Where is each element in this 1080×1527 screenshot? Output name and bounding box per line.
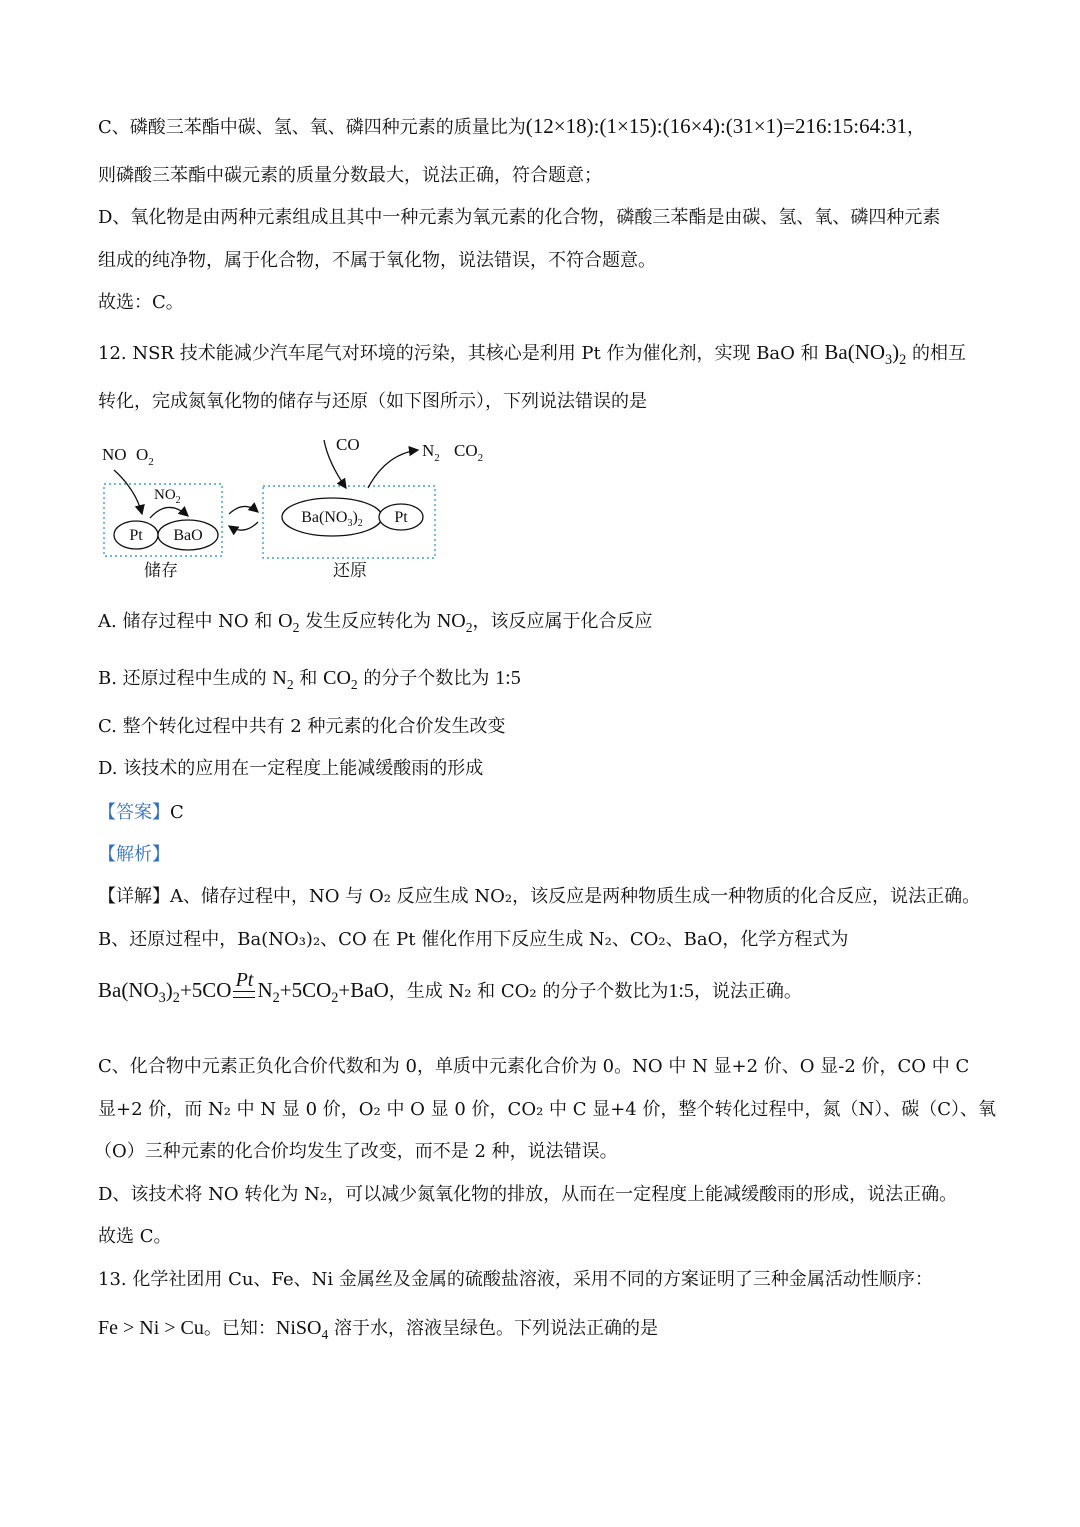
q12-stem-end: 的相互	[906, 343, 967, 364]
q12-stem-line2: 转化，完成氮氧化物的储存与还原（如下图所示），下列说法错误的是	[98, 391, 647, 412]
label-n2: $N_2$	[422, 441, 440, 464]
q12-equation-line	[98, 970, 982, 1020]
answer-tag: 【答案】	[98, 802, 170, 823]
eq-after-text: ，生成 N₂ 和 CO₂ 的分子个数比为	[388, 981, 669, 1002]
q12-detail-line1: 【详解】A、储存过程中，NO 与 O₂ 反应生成 NO₂，该反应是两种物质生成一种物质的化合反应，说法正确。	[98, 886, 981, 907]
arrow-products-out	[368, 450, 418, 488]
pt-label-storage: Pt	[129, 527, 143, 544]
q12-option-d: D. 该技术的应用在一定程度上能减缓酸雨的形成	[98, 758, 484, 779]
q13-stem-line2: Fe > Ni > Cu。已知：NiSO$_4$ 溶于水，溶液呈绿色。下列说法正确的是	[98, 1317, 659, 1342]
answer-value: C	[170, 802, 184, 823]
q12-analysis-c-line3: （O）三种元素的化合价均发生了改变，而不是 2 种，说法错误。	[94, 1141, 618, 1162]
storage-caption: 储存	[144, 561, 178, 580]
label-o2: $O_2$	[136, 445, 154, 468]
q12-detail-line2: B、还原过程中，Ba(NO₃)₂、CO 在 Pt 催化作用下反应生成 N₂、CO₂、BaO，化学方程式为	[98, 929, 849, 950]
ratio: 1:5	[495, 667, 521, 689]
o2-formula: $O_2$	[278, 610, 300, 635]
q11-c-suffix: ，	[906, 117, 925, 138]
reduction-caption: 还原	[333, 561, 367, 580]
q11-choice: 故选：C。	[98, 292, 184, 313]
ba-no3-2-label: $Ba(NO_3)_2$	[301, 509, 363, 529]
q13-stem-line1: 13. 化学社团用 Cu、Fe、Ni 金属丝及金属的硫酸盐溶液，采用不同的方案证明了三种金属活动性顺序：	[98, 1269, 933, 1290]
q11-option-c-line1	[98, 112, 982, 142]
q11-option-d-line1: D、氧化物是由两种元素组成且其中一种元素为氧元素的化合物，磷酸三苯酯是由碳、氢、氧、磷四种元素	[98, 207, 941, 228]
q11-option-c-line2: 则磷酸三苯酯中碳元素的质量分数最大，说法正确，符合题意；	[98, 165, 602, 186]
label-no: NO	[102, 445, 127, 464]
q12-answer	[98, 799, 982, 827]
arrow-pt-to-bao	[150, 507, 188, 518]
equation-catalyst: Pt	[233, 970, 255, 1004]
eq-ratio: 1:5	[668, 980, 694, 1002]
q11-c-mass-ratio-expression: (12×18):(1×15):(16×4):(31×1)=216:15:64:31	[525, 114, 907, 138]
arrow-no-o2-to-pt	[114, 470, 142, 514]
pt-label-reduction: Pt	[394, 509, 408, 526]
q11-c-prefix: C、磷酸三苯酯中碳、氢、氧、磷四种元素的质量比为	[98, 117, 526, 138]
q12-analysis-d-line: D、该技术将 NO 转化为 N₂，可以减少氮氧化物的排放，从而在一定程度上能减缓酸雨的形成，说法正确。	[98, 1184, 958, 1205]
q12-stem-text: 12. NSR 技术能减少汽车尾气对环境的污染，其核心是利用 Pt 作为催化剂，实现 BaO 和	[98, 343, 825, 364]
label-co2: $CO_2$	[454, 441, 484, 464]
q12-option-b: B. 还原过程中生成的 $N_2$ 和 $CO_2$ 的分子个数比为 1:5	[98, 667, 521, 692]
no2-formula: $NO_2$	[436, 610, 473, 635]
eq-end-text: ，说法正确。	[693, 981, 802, 1002]
activity-order: Fe > Ni > Cu	[98, 1317, 204, 1339]
q11-option-d-line2: 组成的纯净物，属于化合物，不属于氧化物，说法错误，不符合题意。	[98, 250, 656, 271]
chemical-equation: $Ba(NO_3)_2+5CO$ Pt $N_2+5CO_2+BaO$	[98, 969, 389, 1006]
niso4-formula: NiSO$_4$	[275, 1317, 329, 1342]
arrow-storage-to-reduction	[229, 506, 258, 514]
q12-analysis-c-line1: C、化合物中元素正负化合价代数和为 0，单质中元素化合价为 0。NO 中 N 显+2 价、O 显-2 价，CO 中 C	[98, 1056, 970, 1077]
arrow-reduction-to-storage	[229, 522, 258, 530]
label-no2: $NO_2$	[154, 487, 181, 506]
nsr-cycle-diagram	[96, 430, 496, 585]
label-co: CO	[336, 435, 360, 454]
q12-analysis-tag: 【解析】	[98, 844, 170, 865]
q12-ba-no3-formula: $Ba(NO_3)_2$	[824, 340, 907, 368]
q12-option-c: C. 整个转化过程中共有 2 种元素的化合价发生改变	[98, 716, 506, 737]
q12-option-a: A. 储存过程中 NO 和 $O_2$ 发生反应转化为 $NO_2$，该反应属于化合反应	[98, 610, 653, 635]
q12-choice: 故选 C。	[98, 1226, 172, 1247]
q12-analysis-c-line2: 显+2 价，而 N₂ 中 N 显 0 价，O₂ 中 O 显 0 价，CO₂ 中 C 显+4 价，整个转化过程中，氮（N）、碳（C）、氧	[98, 1099, 997, 1120]
q12-stem-line1	[98, 338, 982, 368]
n2-formula: $N_2$	[272, 667, 294, 692]
co2-formula: $CO_2$	[323, 667, 358, 692]
bao-label: BaO	[173, 527, 203, 544]
